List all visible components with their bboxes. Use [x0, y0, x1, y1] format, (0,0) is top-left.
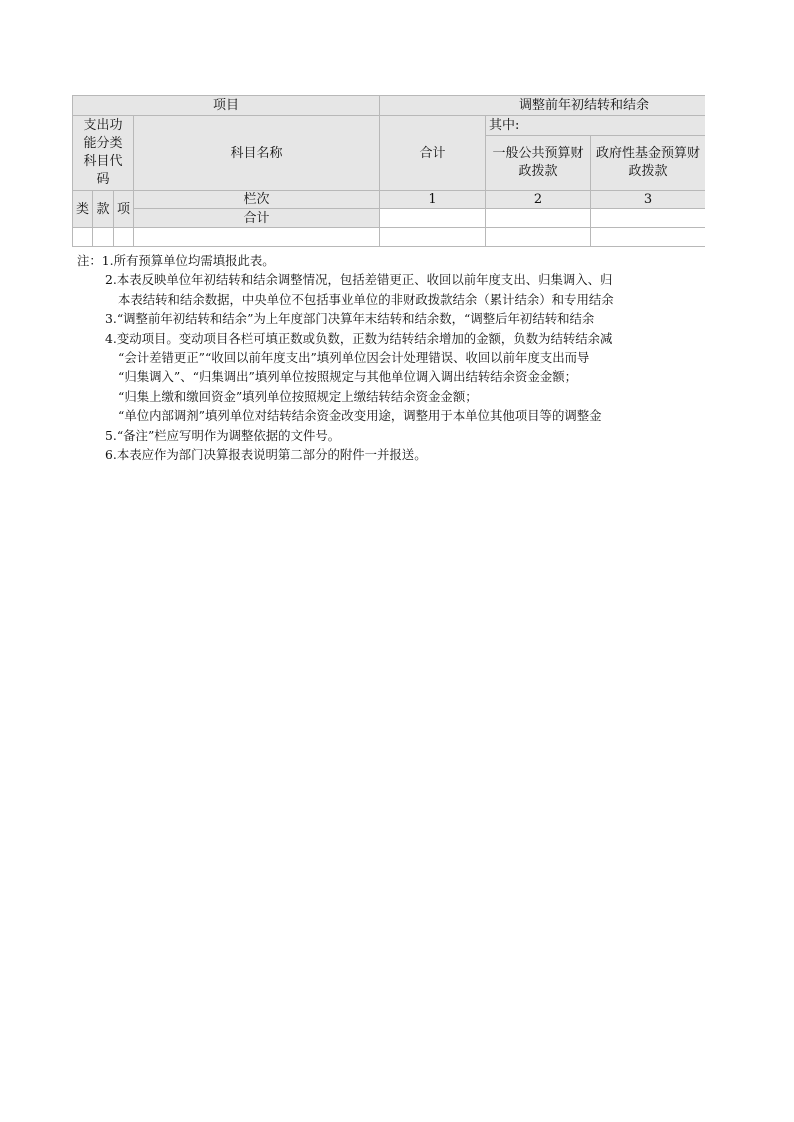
subject-name-header: 科目名称	[134, 116, 380, 191]
data-cell-xiang[interactable]	[114, 228, 134, 247]
general-budget-header	[486, 136, 591, 191]
data-cell-kuan[interactable]	[93, 228, 114, 247]
func-code-label	[73, 116, 134, 191]
adjustment-table	[72, 95, 705, 247]
data-cell-lei[interactable]	[73, 228, 93, 247]
data-cell-name[interactable]	[134, 228, 380, 247]
note-line: “单位内部调剂”填列单位对结转结余资金改变用途，调整用于本单位其他项目等的调整金	[118, 408, 602, 424]
seq-3: 3	[591, 191, 705, 209]
fund-budget-header	[591, 136, 705, 191]
note-line: 4.变动项目。变动项目各栏可填正数或负数，正数为结转结余增加的金额，负数为结转结余减	[105, 330, 613, 346]
total-header: 合计	[380, 116, 486, 191]
seq-2: 2	[486, 191, 591, 209]
fund-budget-text: 政府性基金预算财政拨款	[596, 146, 701, 179]
col-lei: 类	[73, 191, 93, 228]
total-cell-2[interactable]	[486, 209, 591, 228]
adjustment-table-container	[72, 95, 705, 247]
func-code-text: 支出功能分类科目代码	[83, 118, 123, 187]
note-line: 5.“备注”栏应写明作为调整依据的文件号。	[105, 427, 341, 443]
row-seq-label: 栏次	[134, 191, 380, 209]
row-total-label: 合计	[134, 209, 380, 228]
header-adjust-before	[380, 96, 705, 116]
seq-1: 1	[380, 191, 486, 209]
note-line: “归集调入”、“归集调出”填列单位按照规定与其他单位调入调出结转结余资金金额；	[118, 369, 578, 385]
notes-section	[77, 251, 705, 464]
header-adjust-text: 调整前年初结转和结余	[519, 98, 650, 113]
col-xiang: 项	[114, 191, 134, 228]
data-cell-1[interactable]	[380, 228, 486, 247]
note-line: 3.“调整前年初结转和结余”为上年度部门决算年末结转和结余数，“调整后年初结转和结余	[105, 311, 595, 327]
note-line: “归集上缴和缴回资金”填列单位按照规定上缴结转结余资金金额；	[118, 388, 478, 404]
header-project: 项目	[73, 96, 380, 116]
note-line: 本表结转和结余数据，中央单位不包括事业单位的非财政拨款结余（累计结余）和专用结余	[118, 291, 614, 307]
data-cell-2[interactable]	[486, 228, 591, 247]
note-line: 6.本表应作为部门决算报表说明第二部分的附件一并报送。	[105, 446, 427, 462]
data-cell-3[interactable]	[591, 228, 705, 247]
total-cell-3[interactable]	[591, 209, 705, 228]
general-budget-text: 一般公共预算财政拨款	[492, 146, 584, 179]
col-kuan: 款	[93, 191, 114, 228]
total-cell-1[interactable]	[380, 209, 486, 228]
note-line: 2.本表反映单位年初结转和结余调整情况，包括差错更正、收回以前年度支出、归集调入、归	[105, 272, 613, 288]
note-line: “会计差错更正”“收回以前年度支出”填列单位因会计处理错误、收回以前年度支出而导	[118, 349, 590, 365]
note-line: 注：1.所有预算单位均需填报此表。	[77, 253, 275, 268]
among-label: 其中:	[486, 116, 705, 136]
